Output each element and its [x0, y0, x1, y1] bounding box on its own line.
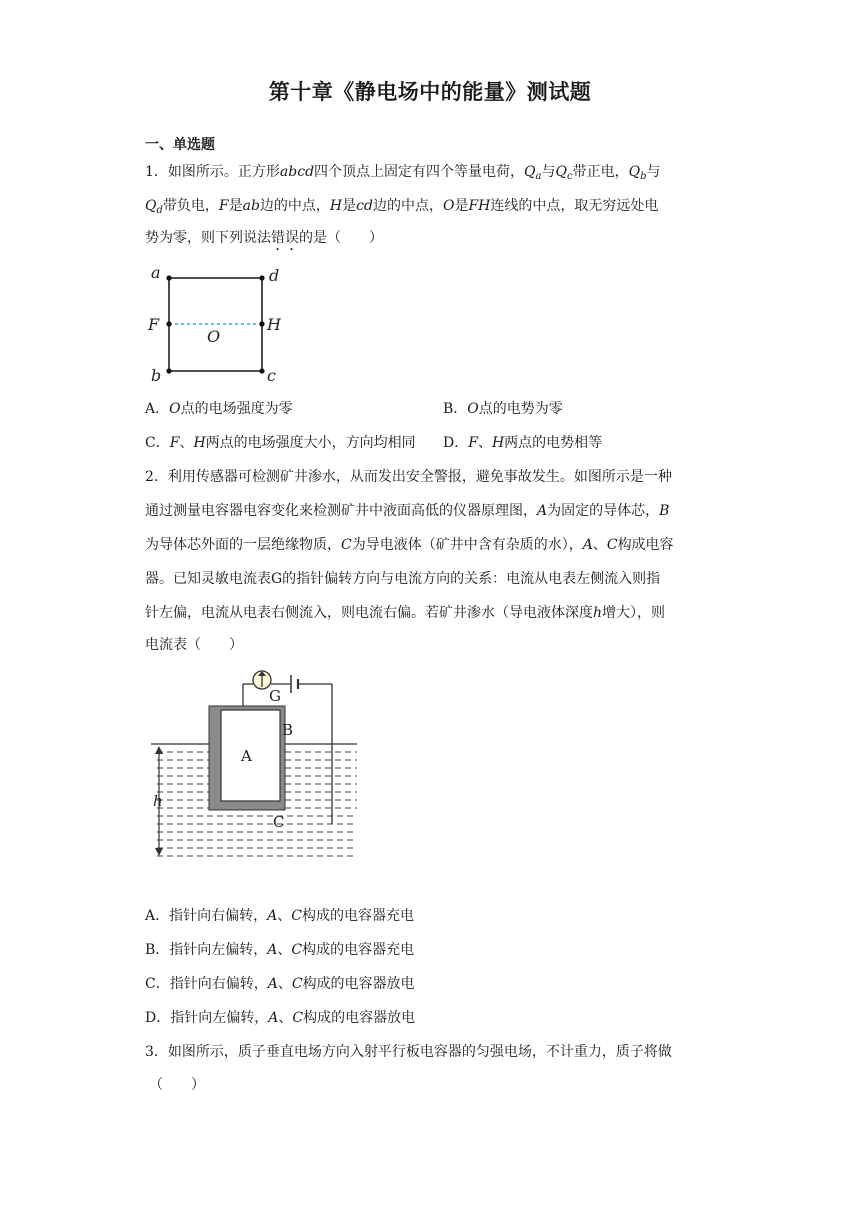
capacitor-well-figure: [145, 662, 365, 862]
q1-option-a[interactable]: A．O点的电场强度为零: [145, 401, 293, 417]
label-c: c: [267, 366, 276, 385]
q1-option-b[interactable]: B．O点的电势为零: [443, 401, 563, 417]
q1-option-d[interactable]: D．F、H两点的电势相等: [443, 435, 603, 451]
point-c: [259, 368, 264, 373]
label-a: a: [151, 263, 161, 282]
point-a: [166, 275, 171, 280]
point-f: [166, 321, 171, 326]
label-h: H: [267, 315, 281, 334]
q1-line-3: 势为零，则下列说法错误的是（ ）: [145, 230, 383, 246]
q2-line-6: 电流表（ ）: [145, 637, 243, 653]
q1-line-2: $Q_d$带负电，F是ab边的中点，H是cd边的中点，O是FH连线的中点，取无穷远处电: [145, 198, 659, 216]
q1-option-c[interactable]: C．F、H两点的电场强度大小，方向均相同: [145, 435, 416, 451]
label-f: F: [148, 315, 160, 334]
point-d: [259, 275, 264, 280]
emphasis-text: 错误: [271, 230, 299, 246]
label-c: C: [273, 813, 285, 831]
label-h: h: [153, 792, 163, 810]
q3-line-1: 3．如图所示，质子垂直电场方向入射平行板电容器的匀强电场，不计重力，质子将做: [145, 1044, 672, 1060]
q2-option-b[interactable]: B．指针向左偏转，A、C构成的电容器充电: [145, 942, 415, 958]
label-b: b: [151, 366, 162, 385]
label-g: G: [269, 687, 281, 705]
q2-line-4: 器。已知灵敏电流表G的指针偏转方向与电流方向的关系：电流从电表左侧流入则指: [145, 571, 661, 587]
q2-option-a[interactable]: A．指针向右偏转，A、C构成的电容器充电: [145, 908, 414, 924]
label-a: A: [241, 747, 252, 765]
q2-option-c[interactable]: C．指针向右偏转，A、C构成的电容器放电: [145, 976, 415, 992]
q3-line-2: （ ）: [149, 1077, 205, 1093]
page-title: 第十章《静电场中的能量》测试题: [268, 80, 592, 104]
q2-line-2: 通过测量电容器电容变化来检测矿井中液面高低的仪器原理图，A为固定的导体芯，B: [145, 503, 670, 519]
q2-line-1: 2．利用传感器可检测矿井渗水，从而发出安全警报，避免事故发生。如图所示是一种: [145, 469, 672, 485]
q2-line-3: 为导体芯外面的一层绝缘物质，C为导电液体（矿井中含有杂质的水），A、C构成电容: [145, 537, 674, 553]
label-d: d: [269, 266, 280, 285]
square-charge-figure: [145, 262, 295, 387]
label-b: B: [282, 721, 294, 739]
q2-line-5: 针左偏，电流从电表右侧流入，则电流右偏。若矿井渗水（导电液体深度h增大），则: [145, 605, 666, 621]
point-h: [259, 321, 264, 326]
label-o: O: [207, 327, 221, 346]
q1-line-1: 1．如图所示。正方形abcd四个顶点上固定有四个等量电荷，$Q_a$与$Q_c$带正电，$Q_b$与: [145, 164, 661, 182]
q2-option-d[interactable]: D．指针向左偏转，A、C构成的电容器放电: [145, 1010, 416, 1026]
point-b: [166, 368, 171, 373]
section-heading: 一、单选题: [145, 137, 215, 153]
